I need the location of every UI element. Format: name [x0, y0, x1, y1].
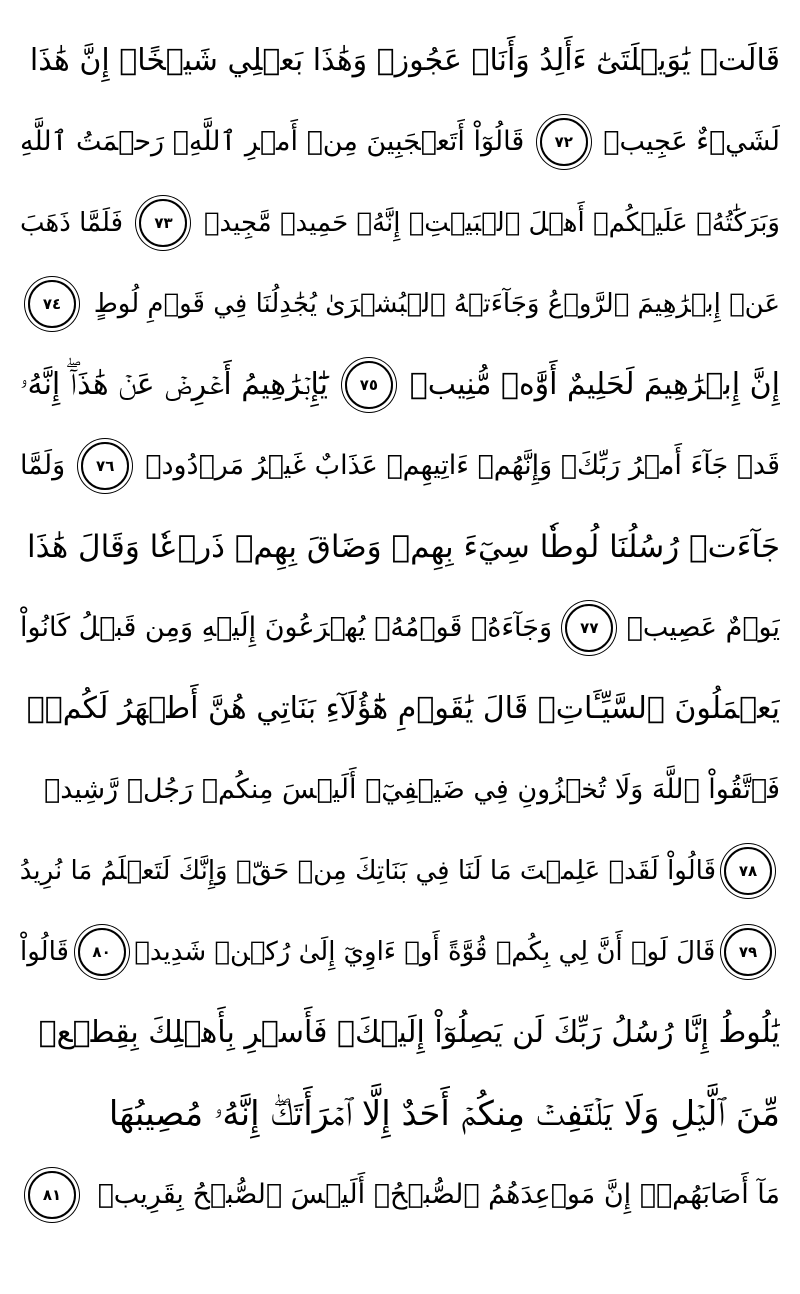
verse-text: يَوۡمٌ عَصِيبٞ: [626, 612, 780, 643]
verse-text: قَالَ لَوۡ أَنَّ لِي بِكُمۡ قُوَّةً أَوۡ ءَاوِيٓ إِلَىٰ رُكۡنٖ شَدِيدٖ: [134, 936, 716, 967]
verse-line: [20, 263, 780, 344]
verse-text: يَٰلُوطُ إِنَّا رُسُلُ رَبِّكَ لَن يَصِلُوٓاْ إِلَيۡكَۖ فَأَسۡرِ بِأَهۡلِكَ بِقِطۡعٖ: [38, 1015, 780, 1050]
verse-text: قَالُواْ: [20, 936, 69, 967]
verse-text: مَآ أَصَابَهُمۡۚ إِنَّ مَوۡعِدَهُمُ ٱلصُّبۡحُۚ أَلَيۡسَ ٱلصُّبۡحُ بِقَرِيبٖ: [97, 1179, 780, 1210]
verse-line: [20, 668, 780, 749]
verse-line: [20, 1073, 780, 1154]
verse-text: وَجَآءَهُۥ قَوۡمُهُۥ يُهۡرَعُونَ إِلَيۡهِ وَمِن قَبۡلُ كَانُواْ: [20, 612, 553, 643]
ayah-number-marker: ٧٤: [28, 280, 76, 328]
ayah-number-marker: ٧٧: [565, 604, 613, 652]
verse-text: إِنَّ إِبۡرَٰهِيمَ لَحَلِيمٌ أَوَّٰهٞ مُّنِيبٞ: [409, 367, 780, 402]
verse-line: [20, 344, 780, 425]
verse-line: [20, 182, 780, 263]
verse-text: عَنۡ إِبۡرَٰهِيمَ ٱلرَّوۡعُ وَجَآءَتۡهُ ٱلۡبُشۡرَىٰ يُجَٰدِلُنَا فِي قَوۡمِ لُوطٍ: [93, 288, 780, 319]
verse-text: قَدۡ جَآءَ أَمۡرُ رَبِّكَۖ وَإِنَّهُمۡ ءَاتِيهِمۡ عَذَابٌ غَيۡرُ مَرۡدُودٖ: [145, 450, 780, 481]
verse-text: قَالَتۡ يَٰوَيۡلَتَىٰٓ ءَأَلِدُ وَأَنَا۠ عَجُوزٞ وَهَٰذَا بَعۡلِي شَيۡخًاۖ إِنَّ هَٰذَا: [29, 43, 780, 78]
verse-text: يَٰٓإِبۡرَٰهِيمُ أَعۡرِضۡ عَنۡ هَٰذَآۖ إِنَّهُۥ: [20, 367, 328, 402]
ayah-number-marker: ٧٩: [724, 928, 772, 976]
verse-text: لَشَيۡءٌ عَجِيبٞ: [603, 126, 780, 157]
verse-line: [20, 425, 780, 506]
ayah-number-marker: ٨١: [28, 1171, 76, 1219]
verse-text: قَالُوٓاْ أَتَعۡجَبِينَ مِنۡ أَمۡرِ ٱللَّهِۖ رَحۡمَتُ ٱللَّهِ: [20, 126, 525, 157]
ayah-number-marker: ٧٨: [724, 847, 772, 895]
verse-line: [20, 20, 780, 101]
verse-text: فَلَمَّا ذَهَبَ: [20, 207, 124, 238]
ayah-number-marker: ٧٢: [540, 118, 588, 166]
verse-line: [20, 911, 780, 992]
verse-line: [20, 992, 780, 1073]
verse-line: [20, 830, 780, 911]
verse-text: فَٱتَّقُواْ ٱللَّهَ وَلَا تُخۡزُونِ فِي ضَيۡفِيٓۖ أَلَيۡسَ مِنكُمۡ رَجُلٞ رَّشِيدٞ: [44, 774, 780, 805]
verse-text: مِّنَ ٱلَّيۡلِ وَلَا يَلۡتَفِتۡ مِنكُمۡ أَحَدٌ إِلَّا ٱمۡرَأَتَكَۖ إِنَّهُۥ مُصِيبُهَا: [108, 1093, 780, 1134]
ayah-number-marker: ٧٦: [81, 442, 129, 490]
verse-line: [20, 101, 780, 182]
verse-line: [20, 506, 780, 587]
ayah-number-marker: ٨٠: [78, 928, 126, 976]
verse-text: وَبَرَكَٰتُهُۥ عَلَيۡكُمۡ أَهۡلَ ٱلۡبَيۡتِۚ إِنَّهُۥ حَمِيدٞ مَّجِيدٞ: [203, 207, 780, 238]
ayah-number-marker: ٧٥: [345, 361, 393, 409]
ayah-number-marker: ٧٣: [139, 199, 187, 247]
verse-text: يَعۡمَلُونَ ٱلسَّيِّـَٔاتِۚ قَالَ يَٰقَوۡمِ هَٰٓؤُلَآءِ بَنَاتِي هُنَّ أَطۡهَرُ لَكُمۡۖ: [26, 691, 780, 726]
verse-text: وَلَمَّا: [20, 450, 66, 481]
mushaf-page: [20, 20, 780, 1280]
verse-text: جَآءَتۡ رُسُلُنَا لُوطٗا سِيٓءَ بِهِمۡ وَضَاقَ بِهِمۡ ذَرۡعٗا وَقَالَ هَٰذَا: [26, 528, 780, 565]
verse-line: [20, 749, 780, 830]
verse-line: [20, 1154, 780, 1235]
verse-line: [20, 587, 780, 668]
verse-text: قَالُواْ لَقَدۡ عَلِمۡتَ مَا لَنَا فِي بَنَاتِكَ مِنۡ حَقّٖ وَإِنَّكَ لَتَعۡلَمُ مَا نُرِيدُ: [20, 855, 716, 886]
